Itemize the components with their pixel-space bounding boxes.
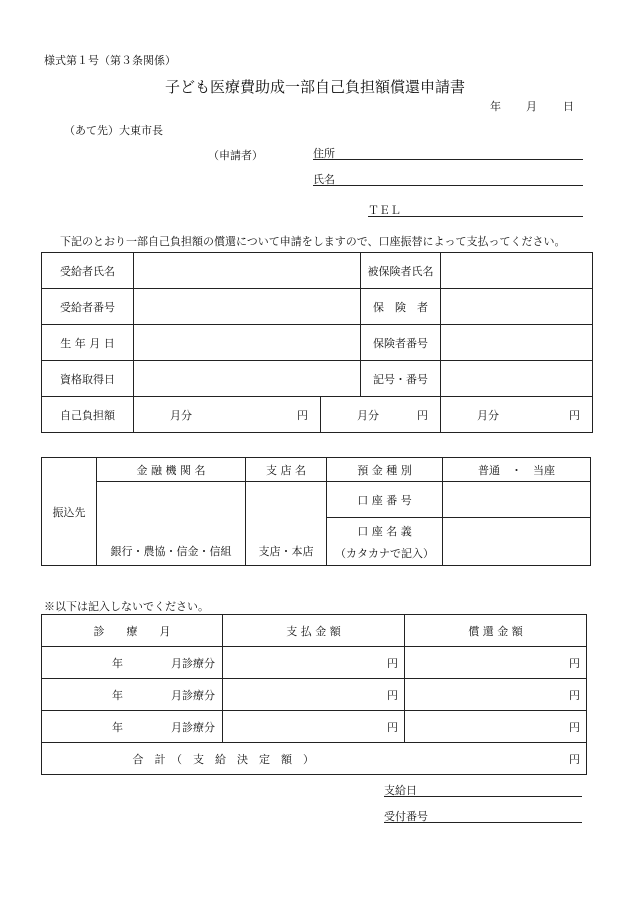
row-year-label: 年: [112, 720, 123, 734]
insurer-number-label: 保険者番号: [361, 325, 441, 361]
date-month-label: 月: [526, 100, 537, 113]
copay-month-2-unit: 月分: [357, 408, 379, 422]
form-number: 様式第１号（第３条関係）: [44, 54, 176, 67]
birthdate-input[interactable]: [134, 325, 361, 361]
date-day-label: 日: [563, 100, 574, 113]
row-month-label: 月診療分: [171, 720, 215, 734]
refund-cell: 円: [405, 679, 587, 711]
account-holder-title: 口 座 名 義: [357, 524, 412, 538]
month-cell: [42, 647, 223, 679]
symbol-number-label: 記号・番号: [361, 361, 441, 397]
insurer-input[interactable]: [441, 289, 593, 325]
qualification-date-label: 資格取得日: [42, 361, 134, 397]
receipt-number-field[interactable]: [384, 808, 582, 823]
recipient-number-label: 受給者番号: [42, 289, 134, 325]
account-holder-note: （カタカナで記入）: [335, 546, 434, 560]
insured-name-label: 被保険者氏名: [361, 253, 441, 289]
recipient-number-input[interactable]: [134, 289, 361, 325]
deposit-type-options[interactable]: 普通 ・ 当座: [443, 458, 591, 482]
copay-month-1-unit: 月分: [170, 408, 192, 422]
month-cell: [42, 679, 223, 711]
insurer-number-input[interactable]: [441, 325, 593, 361]
copay-month-2[interactable]: [321, 397, 441, 433]
tel-label: ＴＥＬ: [368, 204, 401, 217]
recipient-info-table: [41, 252, 593, 433]
birthdate-label: 生 年 月 日: [42, 325, 134, 361]
account-holder-label: [327, 518, 443, 566]
col-paid-header: 支 払 金 額: [223, 615, 405, 647]
row-year-label: 年: [112, 656, 123, 670]
account-number-input[interactable]: [443, 482, 591, 518]
payment-date-label: 支給日: [384, 784, 417, 797]
address-field[interactable]: [313, 145, 583, 160]
office-use-table: [41, 614, 587, 775]
copay-month-1-yen: 円: [297, 408, 308, 422]
col-month-header: 診 療 月: [42, 615, 223, 647]
date-year-label: 年: [490, 100, 501, 113]
bank-name-header: 金 融 機 関 名: [97, 458, 246, 482]
qualification-date-input[interactable]: [134, 361, 361, 397]
copay-month-3[interactable]: [441, 397, 593, 433]
paid-cell: 円: [223, 679, 405, 711]
paid-cell: 円: [223, 647, 405, 679]
bank-name-input[interactable]: [97, 482, 246, 566]
insured-name-input[interactable]: [441, 253, 593, 289]
total-label: 合 計 （ 支 給 決 定 額 ）: [42, 743, 405, 775]
recipient-name-input[interactable]: [134, 253, 361, 289]
bank-transfer-table: [41, 457, 591, 566]
table-row: [42, 679, 587, 711]
name-label: 氏名: [313, 173, 335, 186]
branch-name-input[interactable]: [246, 482, 327, 566]
account-holder-input[interactable]: [443, 518, 591, 566]
refund-cell: 円: [405, 647, 587, 679]
table-row: [42, 711, 587, 743]
branch-types-label: 支店・本店: [258, 545, 314, 558]
recipient-name-label: 受給者氏名: [42, 253, 134, 289]
symbol-number-input[interactable]: [441, 361, 593, 397]
copay-month-1[interactable]: [134, 397, 321, 433]
copay-label: 自己負担額: [42, 397, 134, 433]
address-label: 住所: [313, 147, 335, 160]
deposit-type-label: 預 金 種 別: [327, 458, 443, 482]
receipt-number-label: 受付番号: [384, 810, 428, 823]
copay-month-3-unit: 月分: [477, 408, 500, 422]
col-refund-header: 償 還 金 額: [405, 615, 587, 647]
account-number-label: 口 座 番 号: [327, 482, 443, 518]
refund-cell: 円: [405, 711, 587, 743]
tel-field[interactable]: [368, 202, 583, 217]
bank-types-label: 銀行・農協・信金・信組: [110, 545, 232, 558]
copay-month-3-yen: 円: [569, 408, 581, 422]
page-title: 子ども医療費助成一部自己負担額償還申請書: [164, 78, 465, 96]
payment-date-field[interactable]: [384, 782, 582, 797]
insurer-label: 保 険 者: [361, 289, 441, 325]
copay-month-2-yen: 円: [417, 408, 429, 422]
table-row: [42, 647, 587, 679]
row-month-label: 月診療分: [171, 656, 215, 670]
row-year-label: 年: [112, 688, 123, 702]
paid-cell: 円: [223, 711, 405, 743]
name-field[interactable]: [313, 171, 583, 186]
intro-text: 下記のとおり一部自己負担額の償還について申請をしますので、口座振替によって支払ってください。: [60, 235, 566, 248]
month-cell: [42, 711, 223, 743]
transfer-to-label: 振込先: [42, 458, 97, 566]
total-yen: 円: [405, 743, 587, 775]
row-month-label: 月診療分: [171, 688, 215, 702]
applicant-label: （申請者）: [208, 149, 263, 162]
branch-name-header: 支 店 名: [246, 458, 327, 482]
addressee: （あて先）大東市長: [64, 124, 163, 137]
office-use-note: ※以下は記入しないでください。: [44, 600, 209, 613]
